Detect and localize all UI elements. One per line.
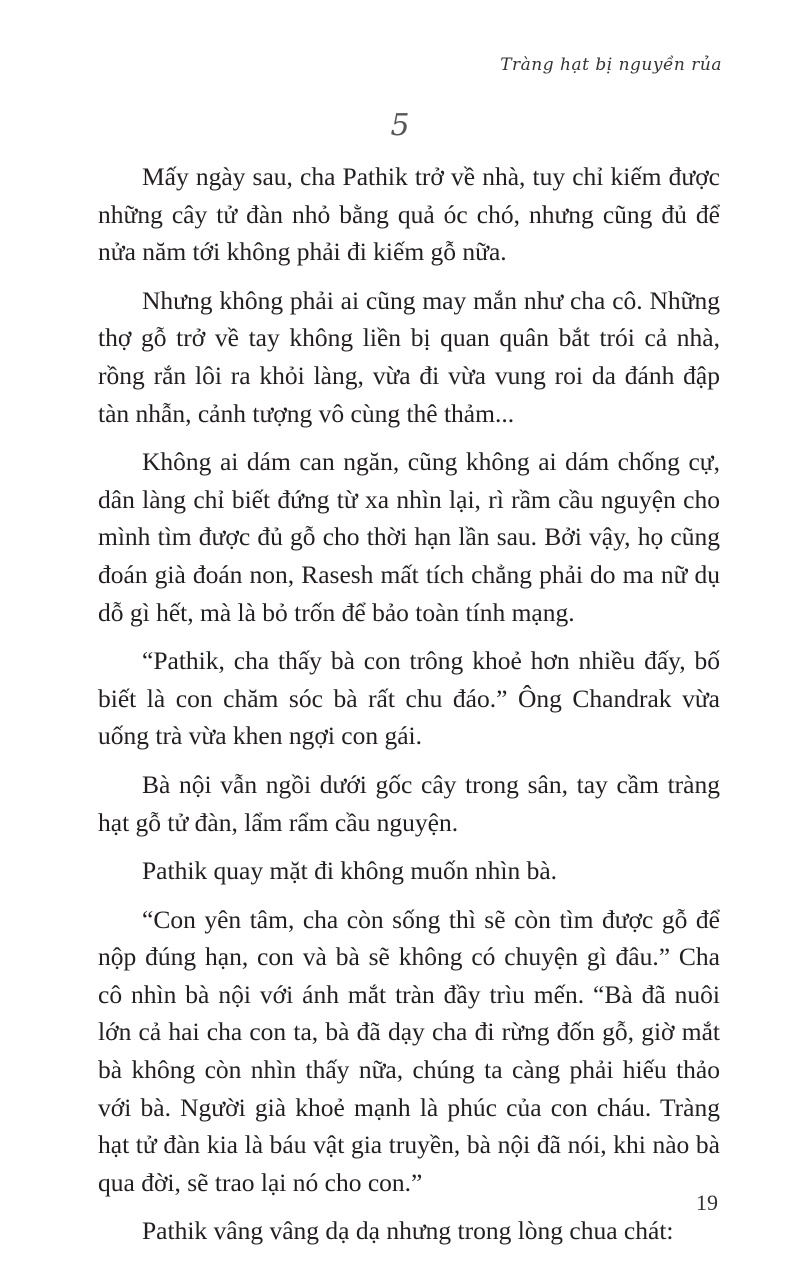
paragraph: Pathik quay mặt đi không muốn nhìn bà. — [142, 856, 558, 886]
chapter-number: 5 — [390, 108, 410, 143]
paragraph: “Con yên tâm, cha còn sống thì sẽ còn tìm được gỗ để nộp đúng hạn, con và bà sẽ không có chuyện gì đâu.” Cha cô nhìn bà nội với ánh mắt tràn đầy trìu mến. “Bà đã nuôi lớn cả hai cha con ta, bà đã dạy cha đi rừng đốn gỗ, giờ mắt bà không còn nhìn thấy nữa, chúng ta càng phải hiếu thảo với bà. Người già khoẻ mạnh là phúc của con cháu. Tràng hạt tử đàn kia là báu vật gia truyền, bà nội đã nói, khi nào bà qua đời, sẽ trao lại nó cho con.” — [98, 904, 720, 1197]
paragraph: Bà nội vẫn ngồi dưới gốc cây trong sân, tay cầm tràng hạt gỗ tử đàn, lẩm rẩm cầu nguyện. — [98, 769, 720, 837]
paragraph: Mấy ngày sau, cha Pathik trở về nhà, tuy chỉ kiếm được những cây tử đàn nhỏ bằng quả óc chó, nhưng cũng đủ để nửa năm tới không phải đi kiếm gỗ nữa. — [98, 162, 720, 267]
running-header: Tràng hạt bị nguyền rủa — [500, 55, 722, 75]
paragraph: Pathik vâng vâng dạ dạ nhưng trong lòng chua chát: — [142, 1216, 674, 1246]
paragraph: Không ai dám can ngăn, cũng không ai dám chống cự, dân làng chỉ biết đứng từ xa nhìn lại, rì rầm cầu nguyện cho mình tìm được đủ gỗ cho thời hạn lần sau. Bởi vậy, họ cũng đoán già đoán non, Rasesh mất tích chẳng phải do ma nữ dụ dỗ gì hết, mà là bỏ trốn để bảo toàn tính mạng. — [98, 447, 720, 627]
paragraph: Nhưng không phải ai cũng may mắn như cha cô. Những thợ gỗ trở về tay không liền bị quan quân bắt trói cả nhà, rồng rắn lôi ra khỏi làng, vừa đi vừa vung roi da đánh đập tàn nhẫn, cảnh tượng vô cùng thê thảm... — [98, 285, 720, 428]
body-text — [98, 158, 720, 1261]
page-number: 19 — [696, 1190, 718, 1215]
paragraph: “Pathik, cha thấy bà con trông khoẻ hơn nhiều đấy, bố biết là con chăm sóc bà rất chu đáo.” Ông Chandrak vừa uống trà vừa khen ngợi con gái. — [98, 646, 720, 751]
